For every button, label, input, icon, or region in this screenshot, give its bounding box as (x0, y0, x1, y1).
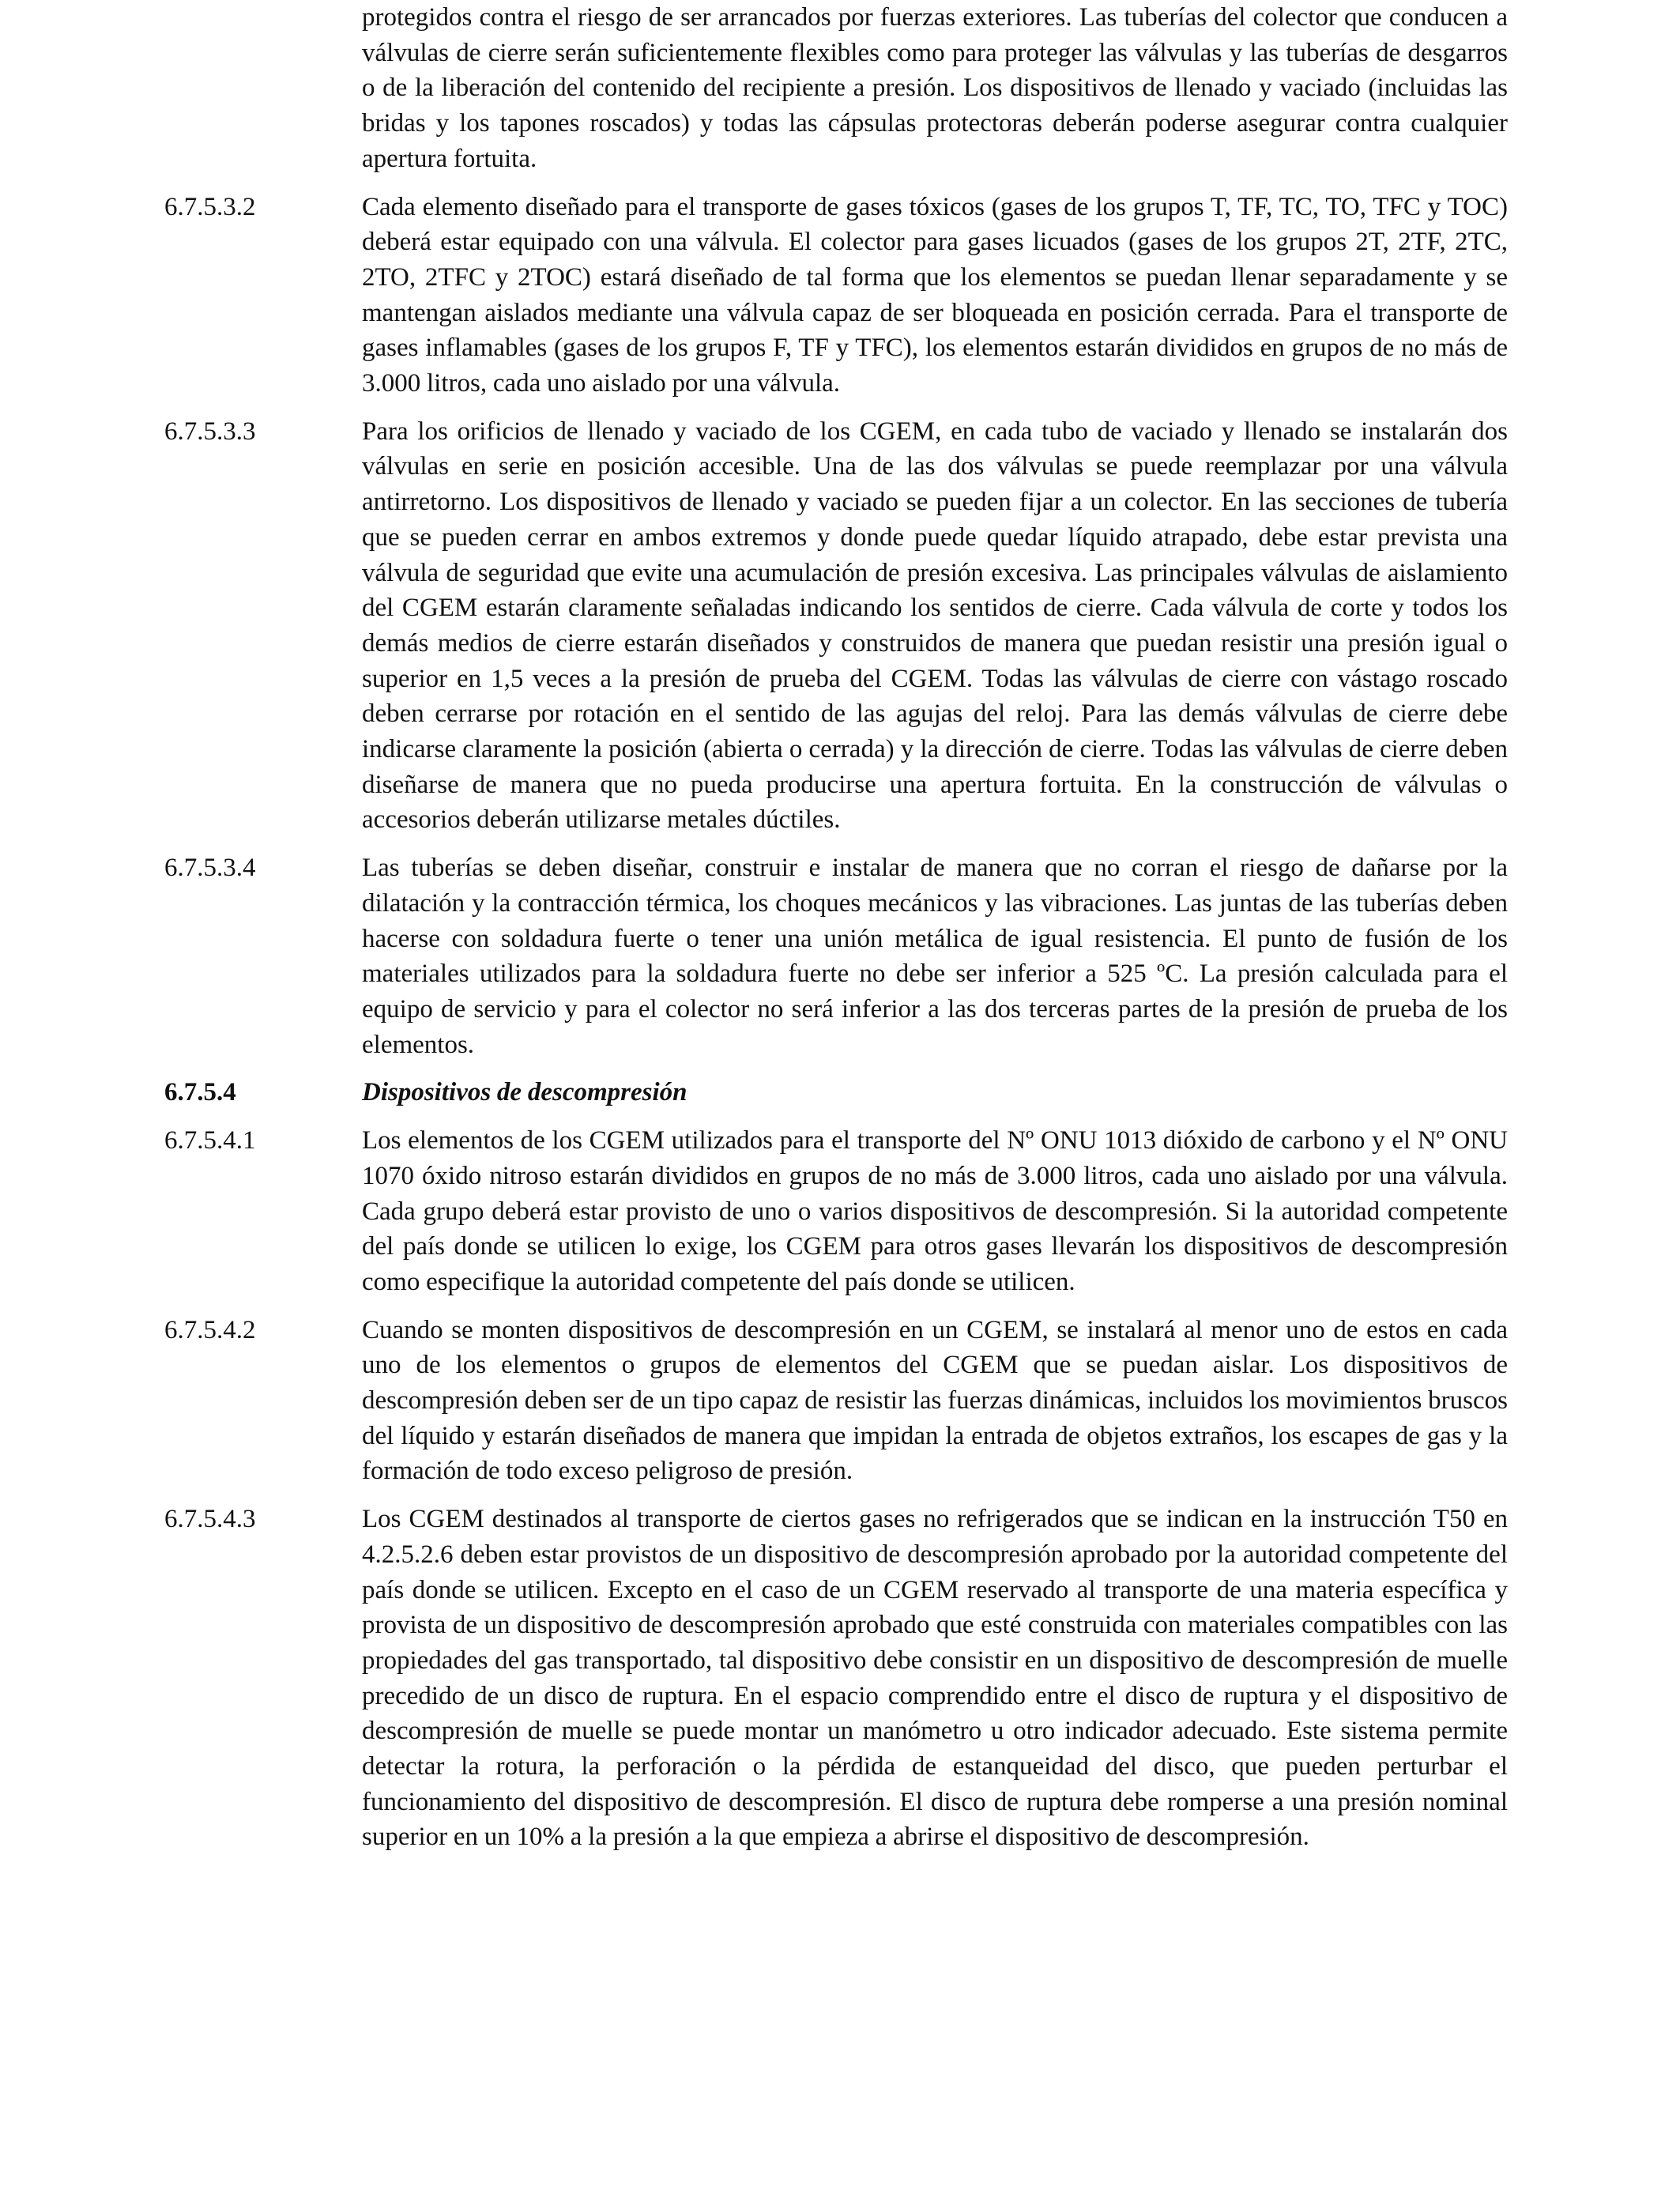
paragraph-text: Las tuberías se deben diseñar, construir e instalar de manera que no corran el riesgo de dañarse por la dilatación y la contracción térmica, los choques mecánicos y las vibraciones. Las juntas de las tuberías deben hacerse con soldadura fuerte o tener una unión metálica de igual resistencia. El punto de fusión de los materiales utilizados para la soldadura fuerte no debe ser inferior a 525 ºC. La presión calculada para el equipo de servicio y para el colector no será inferior a las dos terceras partes de la presión de prueba de los elementos. (362, 854, 1508, 1059)
section-title: Dispositivos de descompresión (362, 1078, 687, 1107)
section-number: 6.7.5.4 (164, 1078, 236, 1107)
paragraph-6-7-5-3-3 (164, 414, 1508, 838)
paragraph-number: 6.7.5.4.2 (164, 1315, 256, 1344)
paragraph-6-7-5-4-2 (164, 1313, 1508, 1490)
paragraph-6-7-5-4-3 (164, 1502, 1508, 1855)
document-body (164, 0, 1508, 1868)
paragraph-text: protegidos contra el riesgo de ser arrancados por fuerzas exteriores. Las tuberías del colector que conducen a válvulas de cierre serán suficientemente flexibles como para proteger las válvulas y las tuberías de desgarros o de la liberación del contenido del recipiente a presión. Los dispositivos de llenado y vaciado (incluidas las bridas y los tapones roscados) y todas las cápsulas protectoras deberán poderse asegurar contra cualquier apertura fortuita. (362, 3, 1508, 173)
paragraph-text: Para los orificios de llenado y vaciado de los CGEM, en cada tubo de vaciado y llenado se instalarán dos válvulas en serie en posición accesible. Una de las dos válvulas se puede reemplazar por una válvula antirretorno. Los dispositivos de llenado y vaciado se pueden fijar a un colector. En las secciones de tubería que se pueden cerrar en ambos extremos y donde puede quedar líquido atrapado, debe estar prevista una válvula de seguridad que evite una acumulación de presión excesiva. Las principales válvulas de aislamiento del CGEM estarán claramente señaladas indicando los sentidos de cierre. Cada válvula de corte y todos los demás medios de cierre estarán diseñados y construidos de manera que puedan resistir una presión igual o superior en 1,5 veces a la presión de prueba del CGEM. Todas las válvulas de cierre con vástago roscado deben cerrarse por rotación en el sentido de las agujas del reloj. Para las demás válvulas de cierre debe indicarse claramente la posición (abierta o cerrada) y la dirección de cierre. Todas las válvulas de cierre deben diseñarse de manera que no pueda producirse una apertura fortuita. En la construcción de válvulas o accesorios deberán utilizarse metales dúctiles. (362, 417, 1508, 835)
paragraph-6-7-5-4-1 (164, 1123, 1508, 1300)
paragraph-continuation (164, 0, 1508, 177)
paragraph-text: Los elementos de los CGEM utilizados para el transporte del Nº ONU 1013 dióxido de carbono y el Nº ONU 1070 óxido nitroso estarán divididos en grupos de no más de 3.000 litros, cada uno aislado por una válvula. Cada grupo deberá estar provisto de uno o varios dispositivos de descompresión. Si la autoridad competente del país donde se utilicen lo exige, los CGEM para otros gases llevarán los dispositivos de descompresión como especifique la autoridad competente del país donde se utilicen. (362, 1126, 1508, 1296)
paragraph-number: 6.7.5.4.1 (164, 1126, 256, 1155)
paragraph-number: 6.7.5.4.3 (164, 1505, 256, 1534)
paragraph-text: Los CGEM destinados al transporte de ciertos gases no refrigerados que se indican en la instrucción T50 en 4.2.5.2.6 deben estar provistos de un dispositivo de descompresión aprobado por la autoridad competente del país donde se utilicen. Excepto en el caso de un CGEM reservado al transporte de una materia específica y provista de un dispositivo de descompresión aprobado que esté construida con materiales compatibles con las propiedades del gas transportado, tal dispositivo debe consistir en un dispositivo de descompresión de muelle precedido de un disco de ruptura. En el espacio comprendido entre el disco de ruptura y el dispositivo de descompresión de muelle se puede montar un manómetro u otro indicador adecuado. Este sistema permite detectar la rotura, la perforación o la pérdida de estanqueidad del disco, que pueden perturbar el funcionamiento del dispositivo de descompresión. El disco de ruptura debe romperse a una presión nominal superior en un 10% a la presión a la que empieza a abrirse el dispositivo de descompresión. (362, 1505, 1508, 1852)
paragraph-number: 6.7.5.3.3 (164, 417, 256, 446)
paragraph-text: Cada elemento diseñado para el transporte de gases tóxicos (gases de los grupos T, TF, TC, TO, TFC y TOC) deberá estar equipado con una válvula. El colector para gases licuados (gases de los grupos 2T, 2TF, 2TC, 2TO, 2TFC y 2TOC) estará diseñado de tal forma que los elementos se puedan llenar separadamente y se mantengan aislados mediante una válvula capaz de ser bloqueada en posición cerrada. Para el transporte de gases inflamables (gases de los grupos F, TF y TFC), los elementos estarán divididos en grupos de no más de 3.000 litros, cada uno aislado por una válvula. (362, 192, 1508, 398)
section-heading-6-7-5-4 (164, 1075, 1508, 1110)
paragraph-6-7-5-3-2 (164, 190, 1508, 401)
paragraph-number: 6.7.5.3.2 (164, 192, 256, 221)
paragraph-number: 6.7.5.3.4 (164, 854, 256, 883)
paragraph-6-7-5-3-4 (164, 850, 1508, 1062)
paragraph-text: Cuando se monten dispositivos de descompresión en un CGEM, se instalará al menor uno de estos en cada uno de los elementos o grupos de elementos del CGEM que se puedan aislar. Los dispositivos de descompresión deben ser de un tipo capaz de resistir las fuerzas dinámicas, incluidos los movimientos bruscos del líquido y estarán diseñados de manera que impidan la entrada de objetos extraños, los escapes de gas y la formación de todo exceso peligroso de presión. (362, 1315, 1508, 1486)
